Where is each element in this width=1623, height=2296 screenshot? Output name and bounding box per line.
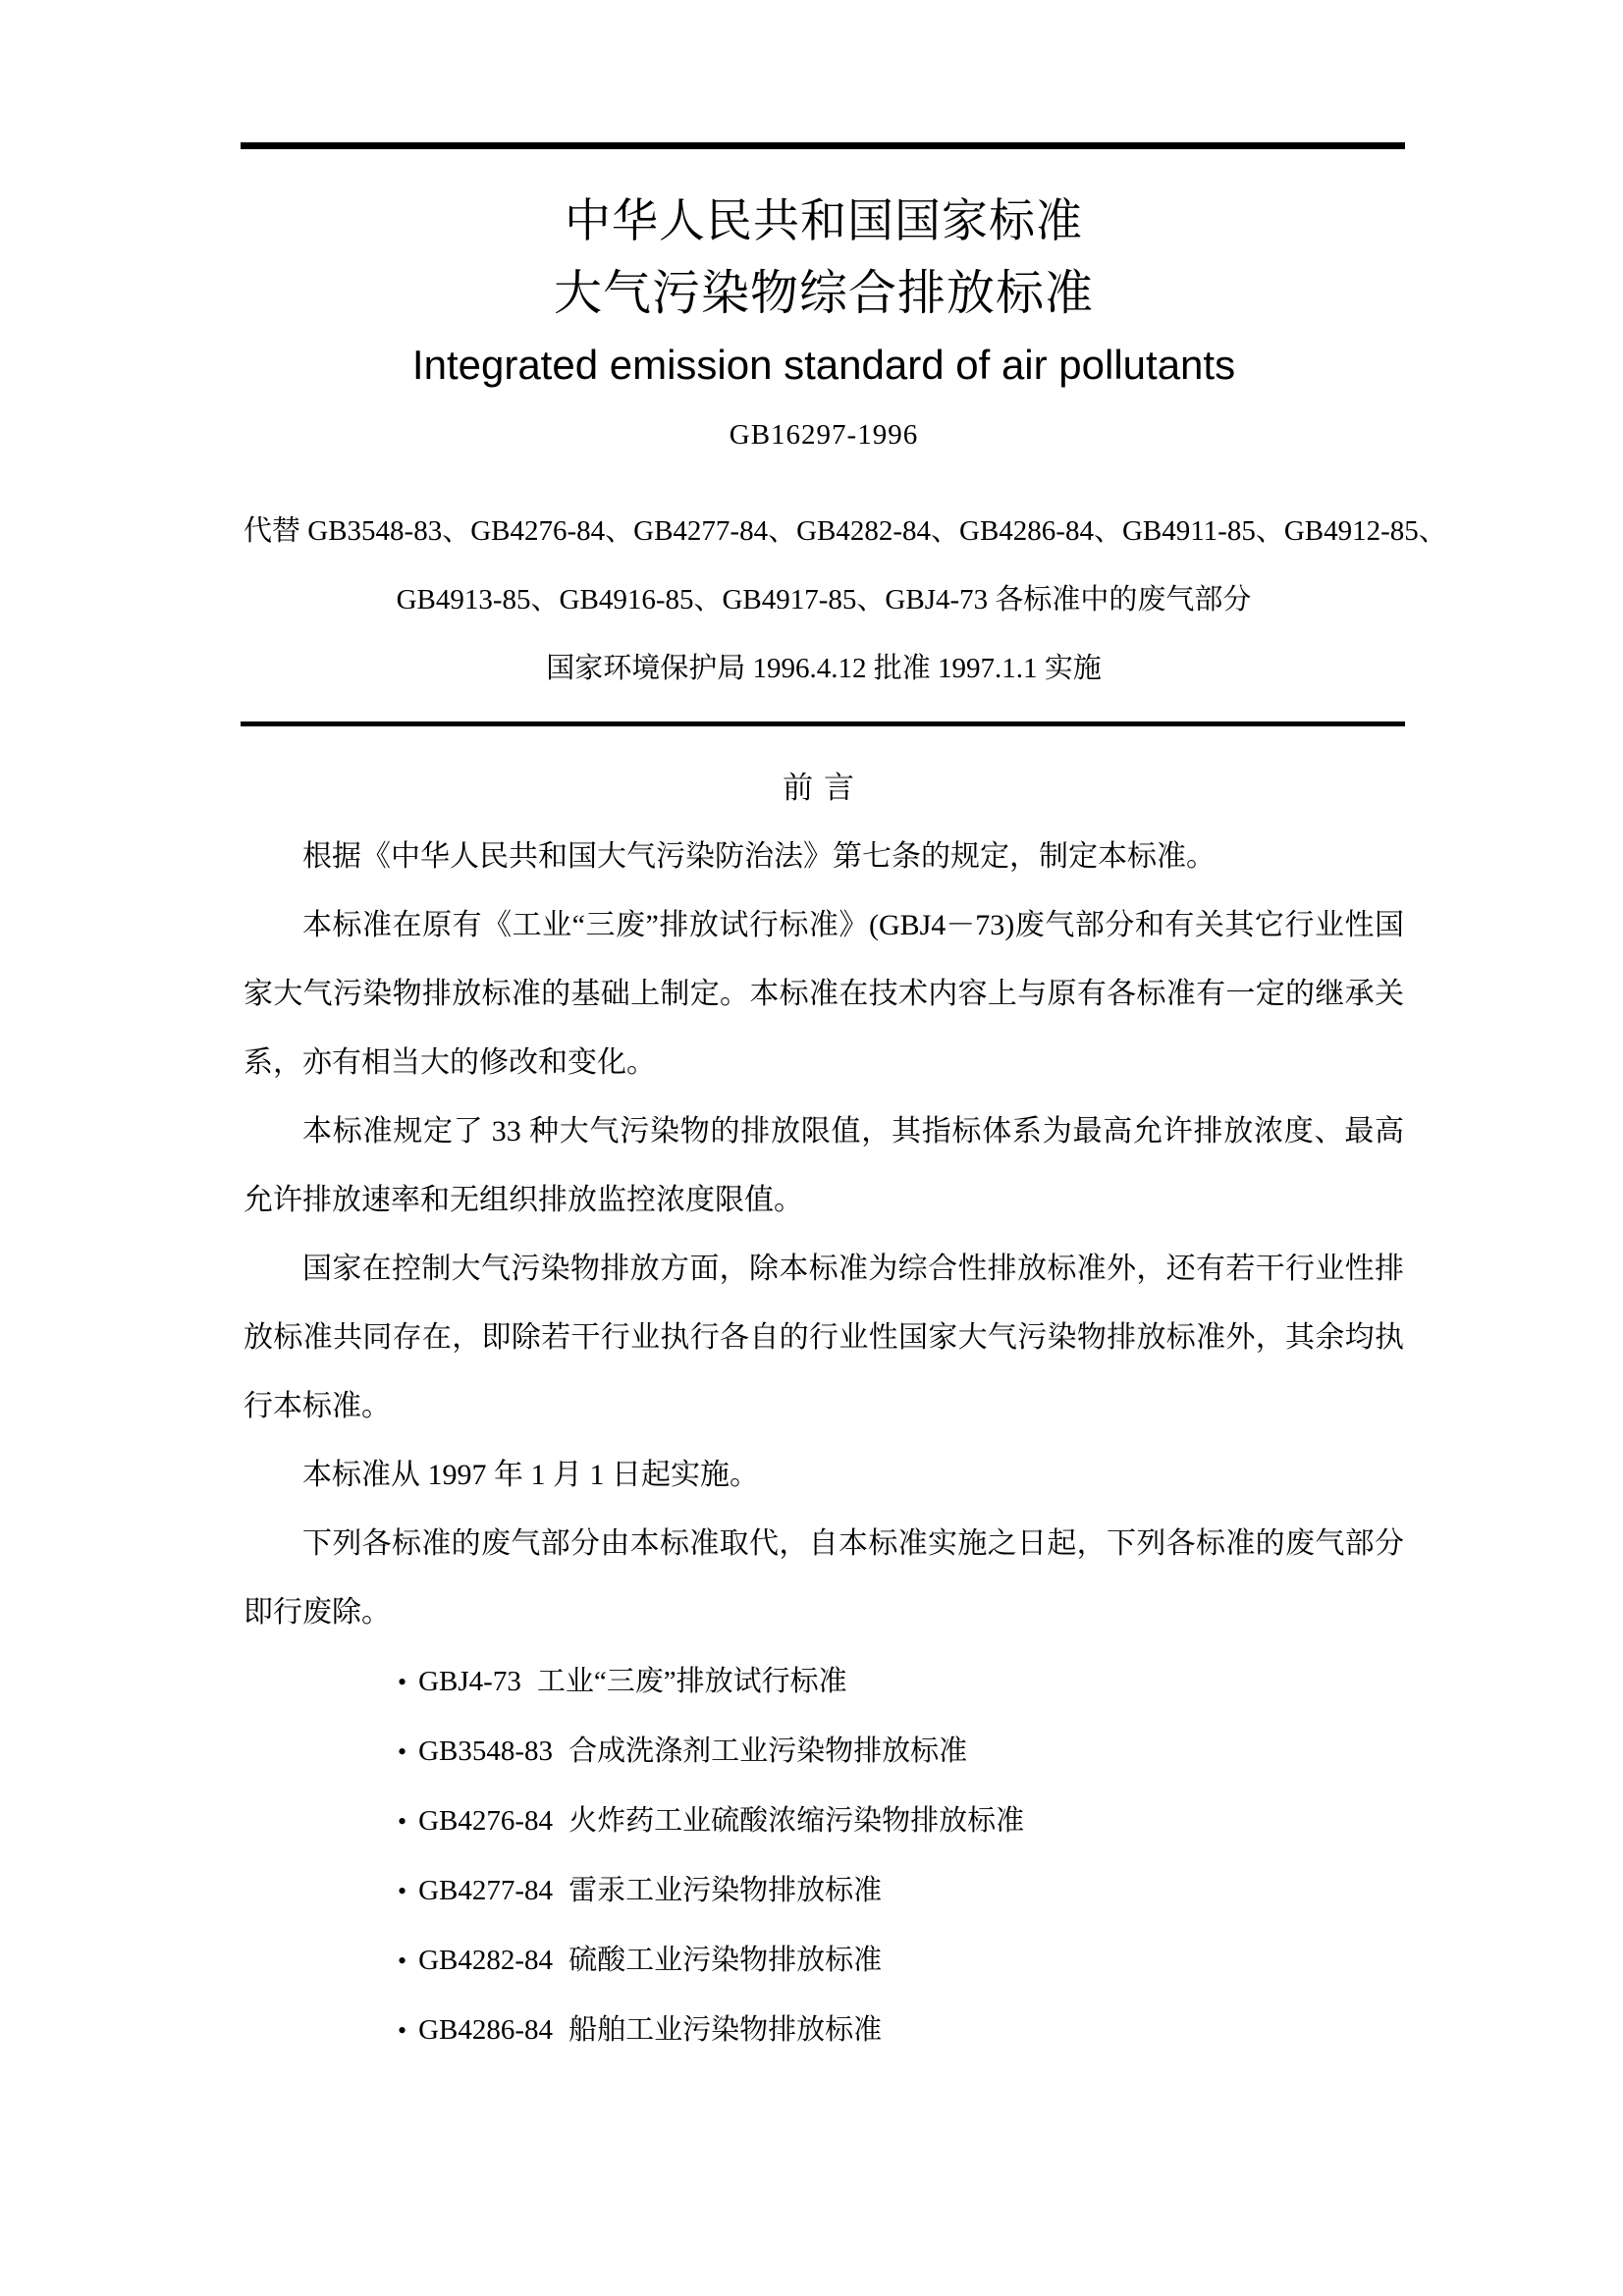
standard-name: 雷汞工业污染物排放标准 <box>568 1875 883 1906</box>
replaced-standards-block <box>243 497 1447 703</box>
standard-code: GB4276-84 <box>418 1805 554 1837</box>
header-top-rule <box>241 142 1405 149</box>
foreword-paragraph: 本标准从 1997 年 1 月 1 日起实施。 <box>302 1459 759 1491</box>
foreword-paragraph: 国家在控制大气污染物排放方面，除本标准为综合性排放标准外，还有若干行业性排放标准共同存在，即除若干行业执行各自的行业性国家大气污染物排放标准外，其余均执行本标准。 <box>243 1253 1404 1422</box>
superseded-standards-list <box>398 1647 1024 2065</box>
foreword-paragraph: 本标准在原有《工业“三废”排放试行标准》(GBJ4－73)废气部分和有关其它行业性国家大气污染物排放标准的基础上制定。本标准在技术内容上与原有各标准有一定的继承关系，亦有相当大的修改和变化。 <box>243 909 1404 1079</box>
list-item <box>398 1717 1024 1787</box>
standard-name: 工业“三废”排放试行标准 <box>536 1666 847 1697</box>
header-separator-rule <box>241 721 1405 726</box>
list-item <box>398 1856 1024 1926</box>
standard-code: GB4286-84 <box>418 2014 554 2046</box>
standard-code: GB4277-84 <box>418 1875 554 1906</box>
list-item <box>398 1996 1024 2065</box>
foreword-paragraph: 本标准规定了 33 种大气污染物的排放限值，其指标体系为最高允许排放浓度、最高允许排放速率和无组织排放监控浓度限值。 <box>243 1115 1404 1216</box>
bullet-icon: • <box>398 1737 407 1766</box>
document-title-en: Integrated emission standard of air pollutants <box>411 342 1236 388</box>
standard-name: 合成洗涤剂工业污染物排放标准 <box>568 1735 968 1767</box>
document-title-cn-line1: 中华人民共和国国家标准 <box>565 196 1083 247</box>
standard-name: 火炸药工业硫酸浓缩污染物排放标准 <box>568 1805 1025 1837</box>
list-item <box>398 1926 1024 1996</box>
foreword-body <box>243 823 1404 1647</box>
standard-name: 船舶工业污染物排放标准 <box>568 2014 883 2046</box>
document-header <box>243 187 1447 703</box>
foreword-heading: 前言 <box>783 771 865 805</box>
standard-name: 硫酸工业污染物排放标准 <box>568 1945 883 1976</box>
foreword-paragraph: 根据《中华人民共和国大气污染防治法》第七条的规定，制定本标准。 <box>302 840 1216 873</box>
standard-code: GBJ4-73 <box>418 1666 521 1697</box>
list-item <box>398 1787 1024 1856</box>
approval-implementation-line: 国家环境保护局 1996.4.12 批准 1997.1.1 实施 <box>546 653 1102 684</box>
standard-code: GB3548-83 <box>418 1735 554 1767</box>
replaced-standards-line1: 代替 GB3548-83、GB4276-84、GB4277-84、GB4282-84、GB4286-84、GB4911-85、GB4912-85、 <box>243 515 1447 547</box>
bullet-icon: • <box>398 1877 407 1905</box>
standard-code: GB4282-84 <box>418 1945 554 1976</box>
standard-number: GB16297-1996 <box>729 419 919 451</box>
bullet-icon: • <box>398 1807 407 1836</box>
replaced-standards-line2: GB4913-85、GB4916-85、GB4917-85、GBJ4-73 各标准中的废气部分 <box>396 584 1252 615</box>
bullet-icon: • <box>398 1668 407 1696</box>
bullet-icon: • <box>398 2016 407 2045</box>
document-title-cn-line2: 大气污染物综合排放标准 <box>553 266 1094 320</box>
list-item <box>398 1647 1024 1717</box>
foreword-paragraph: 下列各标准的废气部分由本标准取代，自本标准实施之日起，下列各标准的废气部分即行废除。 <box>243 1527 1404 1629</box>
bullet-icon: • <box>398 1947 407 1975</box>
